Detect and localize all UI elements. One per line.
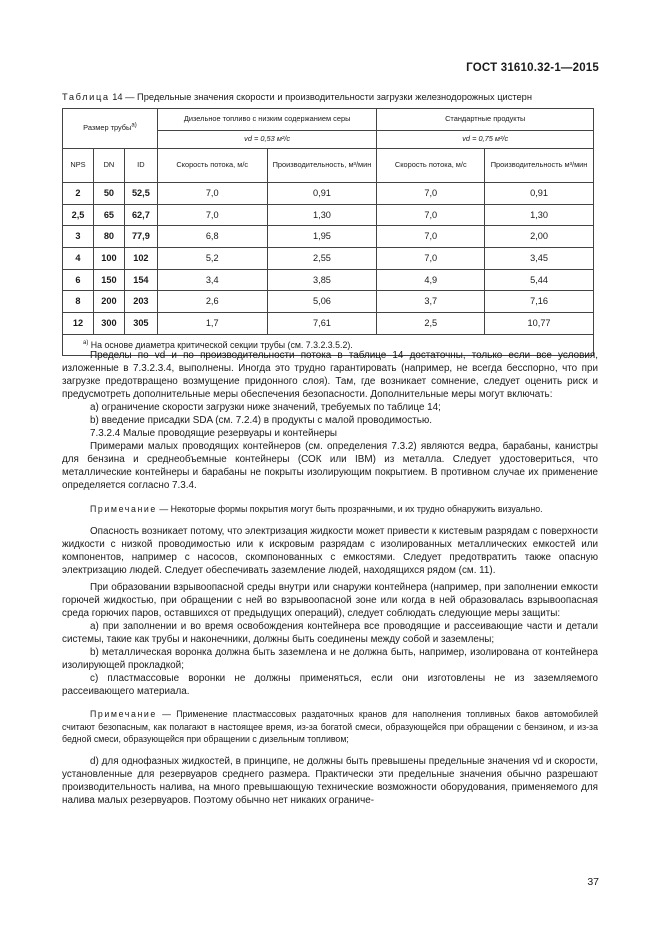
table-row: 2,5 65 62,7 7,0 1,30 7,0 1,30 [63, 204, 594, 226]
list-item: а) при заполнении и во время освобождения контейнера все проводящие и рассеивающие части и детали системы, такие как трубы и наконечники, должны быть соединены между собой и заземлены; [62, 621, 598, 646]
header-dn: DN [93, 149, 124, 183]
table-row: 3 80 77,9 6,8 1,95 7,0 2,00 [63, 226, 594, 248]
body-text [62, 349, 598, 807]
paragraph: Примерами малых проводящих контейнеров (см. определения 7.3.2) являются ведра, барабаны, канистры для бензина и среднеобъемные контейнеры (СОК или IBM) из металла. Следует удостовериться, что металлические контейнеры и барабаны не покрыты изолирующим покрытием. В противном случае их применение определяется согласно 7.3.4. [62, 441, 598, 492]
list-item: b) металлическая воронка должна быть заземлена и не должна быть, например, изолирована от контейнера изолирующей прокладкой; [62, 647, 598, 672]
header-prod-diesel: Производительность, м³/мин [267, 149, 377, 183]
document-id: ГОСТ 31610.32-1—2015 [466, 62, 599, 74]
header-vd-standard: vd = 0,75 м²/с [377, 131, 594, 149]
list-item: b) введение присадки SDA (см. 7.2.4) в продукты с малой проводимостью. [90, 415, 433, 427]
table-row: 12 300 305 1,7 7,61 2,5 10,77 [63, 313, 594, 335]
header-speed-diesel: Скорость потока, м/с [157, 149, 267, 183]
table-caption-label: Таблица [62, 92, 110, 102]
table-row: 4 100 102 5,2 2,55 7,0 3,45 [63, 248, 594, 270]
header-id: ID [124, 149, 157, 183]
header-nps: NPS [63, 149, 94, 183]
header-speed-standard: Скорость потока, м/с [377, 149, 485, 183]
table-row: 2 50 52,5 7,0 0,91 7,0 0,91 [63, 183, 594, 205]
table-caption [62, 92, 532, 102]
list-item: d) для однофазных жидкостей, в принципе, не должны быть превышены предельные значения vd и скорости, установленные для резервуаров среднего размера. Практически эти предельные значения обычно разрешают производительность налива, на много превышающую технические возможности оборудования, применяемого для налива малых резервуаров. Поэтому обычно нет никаких ограниче- [62, 755, 598, 807]
table-caption-text: 14 — Предельные значения скорости и производительности загрузки железнодорожных цистерн [109, 92, 532, 102]
header-vd-diesel: vd = 0,53 м²/с [157, 131, 377, 149]
note: Примечание — Некоторые формы покрытия могут быть прозрачными, и их трудно обнаружить визуально. [90, 503, 543, 514]
paragraph: Пределы по vd и по производительности потока в таблице 14 достаточны, только если все условия, изложенные в 7.3.2.3.4, выполнены. Иногда это трудно гарантировать (например, не всегда бесспорно, что при загрузке предотвращено возмущение придонного слоя). Там, где возникает сомнение, следует оценить риск и предусмотреть дополнительные меры обеспечения безопасности. Дополнительные меры могут включать: [62, 350, 598, 401]
header-pipe-size: Размер трубы$^{а)}$ [63, 109, 158, 149]
pipe-loading-table [62, 108, 594, 356]
paragraph: При образовании взрывоопасной среды внутри или снаружи контейнера (например, при заполнении емкости горючей жидкостью, при обращении с ней во взрывоопасной зоне или когда в ней образовалась взрывоопасная среда горючих паров, оставшихся от предыдущих операций), следует соблюдать следующие меры защиты: [62, 581, 598, 619]
header-group-standard: Стандартные продукты [377, 109, 594, 131]
table-footnote: $^{а)}$ На основе диаметра критической секции трубы (см. 7.3.2.3.5.2). [63, 334, 594, 355]
table-row: 6 150 154 3,4 3,85 4,9 5,44 [63, 269, 594, 291]
table-row: 8 200 203 2,6 5,06 3,7 7,16 [63, 291, 594, 313]
header-group-diesel: Дизельное топливо с низким содержанием серы [157, 109, 377, 131]
paragraph: Опасность возникает потому, что электризация жидкости может привести к кистевым разрядам с поверхности жидкости с низкой проводимостью или к искровым разрядам с изолированных металлических емкостей или компонентов, например с насосов, скомпонованных с емкостями. Следует предотвратить также опасную электризацию людей. Следует обеспечивать заземление людей, находящихся рядом (см. 11). [62, 525, 598, 576]
list-item: а) ограничение скорости загрузки ниже значений, требуемых по таблице 14; [90, 402, 441, 414]
list-item: с) пластмассовые воронки не должны применяться, если они изготовлены не из заземляемого рассеивающего материала. [62, 673, 598, 698]
header-prod-standard: Производительность м³/мин [485, 149, 594, 183]
page-number: 37 [587, 876, 599, 888]
section-heading: 7.3.2.4 Малые проводящие резервуары и контейнеры [90, 428, 338, 440]
note: Примечание — Применение пластмассовых раздаточных кранов для наполнения топливных баков автомобилей считают безопасным, как полагают в настоящее время, из-за богатой смеси, образующейся при обращении с бензином, и из-за бедной смеси, образующейся при обращении с дизельным топливом; [62, 709, 598, 744]
